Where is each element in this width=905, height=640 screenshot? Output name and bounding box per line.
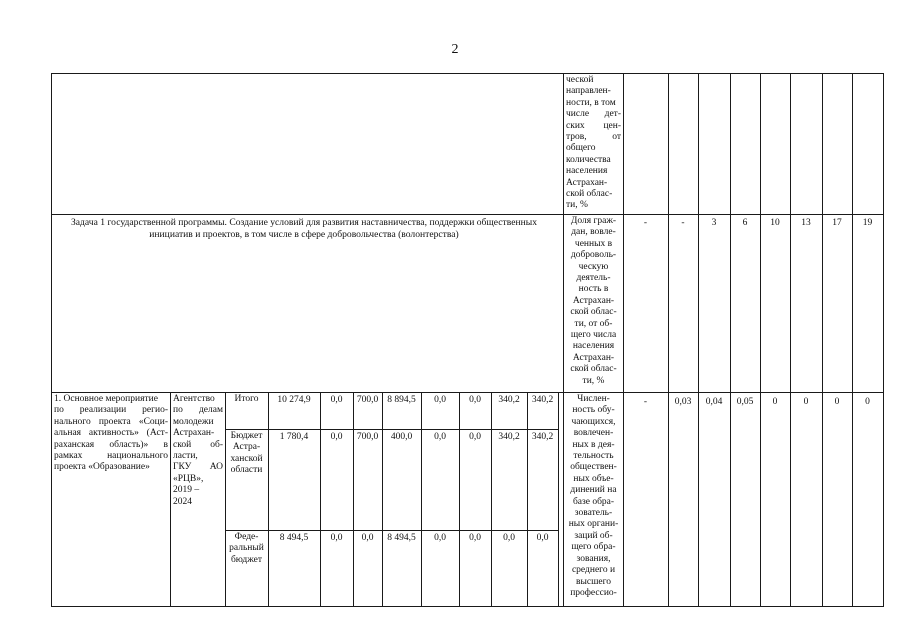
table-line xyxy=(225,530,558,531)
table-line xyxy=(563,73,564,607)
table-line xyxy=(170,392,171,607)
table-line xyxy=(51,73,52,607)
page-number: 2 xyxy=(451,42,459,57)
regional-2019: 0,0 xyxy=(330,432,343,442)
federal-sum: 8 494,5 xyxy=(279,533,309,543)
source-federal-budget-label: Феде- ральный бюджет xyxy=(229,532,264,565)
table-line xyxy=(225,392,226,607)
table-line xyxy=(623,73,624,607)
total-2022: 0,0 xyxy=(434,395,446,405)
table-line xyxy=(51,606,883,607)
regional-2024: 340,2 xyxy=(498,432,520,442)
task-value-2024: 13 xyxy=(801,218,811,228)
source-total-label: Итого xyxy=(234,394,259,404)
source-regional-budget-label: Бюджет Астра- ханской области xyxy=(230,431,263,476)
table-line xyxy=(491,392,492,607)
federal-2022: 0,0 xyxy=(434,533,446,543)
regional-2023: 0,0 xyxy=(469,432,481,442)
task-value-2023: 10 xyxy=(770,218,780,228)
measure-value-2021: 0,04 xyxy=(705,397,723,407)
regional-sum: 1 780,4 xyxy=(279,432,309,442)
federal-2019: 0,0 xyxy=(330,533,343,543)
task-value-2025: 17 xyxy=(832,218,842,228)
total-2020: 700,0 xyxy=(356,395,379,405)
table-line xyxy=(852,73,853,607)
table-line xyxy=(353,392,354,607)
total-2019: 0,0 xyxy=(330,395,343,405)
measure-value-2026: 0 xyxy=(865,397,870,407)
total-2021: 8 894,5 xyxy=(387,395,416,405)
table-line xyxy=(51,392,883,393)
table-line xyxy=(382,392,383,607)
total-2023: 0,0 xyxy=(469,395,481,405)
measure-value-2022: 0,05 xyxy=(736,397,754,407)
task-value-2019: - xyxy=(643,218,648,228)
federal-2025: 0,0 xyxy=(536,533,549,543)
task-value-2026: 19 xyxy=(862,218,873,228)
federal-2021: 8 494,5 xyxy=(387,533,416,543)
table-line xyxy=(822,73,823,607)
table-line xyxy=(883,73,884,607)
measure-name-cell: 1. Основное мероприятие по реализации регио- нального проекта «Соци- альная активность» (Аст- раханская область)» в рамках национального проекта «Образование» xyxy=(54,394,168,473)
task-value-2020: - xyxy=(681,218,685,228)
measure-value-2025: 0 xyxy=(834,397,840,407)
table-line xyxy=(668,73,669,607)
measure-value-2019: - xyxy=(643,397,648,407)
table-line xyxy=(225,429,558,430)
measure-value-2024: 0 xyxy=(803,397,809,407)
table-line xyxy=(51,73,883,74)
task-indicator-cell: Доля граж- дан, вовле- ченных в доброволь- ческую деятель- ность в Астрахан- ской облас- ти, от об- щего числа населения Астрахан- ской облас- ти, % xyxy=(570,216,617,386)
federal-2024: 0,0 xyxy=(503,533,515,543)
regional-2020: 700,0 xyxy=(356,432,379,442)
table-line xyxy=(527,392,528,607)
table-line xyxy=(730,73,731,607)
table-line xyxy=(760,73,761,607)
table-line xyxy=(51,214,883,215)
regional-2025: 340,2 xyxy=(531,432,554,442)
table-line xyxy=(320,392,321,607)
federal-2023: 0,0 xyxy=(469,533,481,543)
federal-2020: 0,0 xyxy=(361,533,374,543)
measure-value-2020: 0,03 xyxy=(674,397,692,407)
table-line xyxy=(421,392,422,607)
top-indicator-cell: ческой направлен- ности, в том числе дет- ских цен- тров, от общего количества населения Астрахан- ской облас- ти, % xyxy=(566,75,621,211)
total-2025: 340,2 xyxy=(531,395,554,405)
measure-indicator-cell: Числен- ность обу- чающихся, вовлечен- ных в дея- тельность обществен- ных объе- динений на базе обра- зователь- ных органи- заций об- щего обра- зования, среднего и высшего профессио- xyxy=(568,394,619,598)
table-line xyxy=(790,73,791,607)
table-line xyxy=(558,392,559,607)
measure-value-2023: 0 xyxy=(772,397,778,407)
regional-2022: 0,0 xyxy=(434,432,446,442)
table-line xyxy=(268,392,269,607)
task-value-2022: 6 xyxy=(742,218,748,228)
table-line xyxy=(459,392,460,607)
regional-2021: 400,0 xyxy=(390,432,413,442)
total-sum: 10 274,9 xyxy=(277,395,311,405)
task-title: Задача 1 государственной программы. Создание условий для развития наставничества, поддержки общественных инициатив и проектов, в том числе в сфере добровольчества (волонтерства) xyxy=(70,217,537,240)
executor-cell: Агентство по делам молодежи Астрахан- ской об- ласти, ГКУ АО «РЦВ», 2019 – 2024 xyxy=(173,394,223,507)
task-value-2021: 3 xyxy=(711,218,717,228)
table-line xyxy=(698,73,699,607)
total-2024: 340,2 xyxy=(498,395,520,405)
